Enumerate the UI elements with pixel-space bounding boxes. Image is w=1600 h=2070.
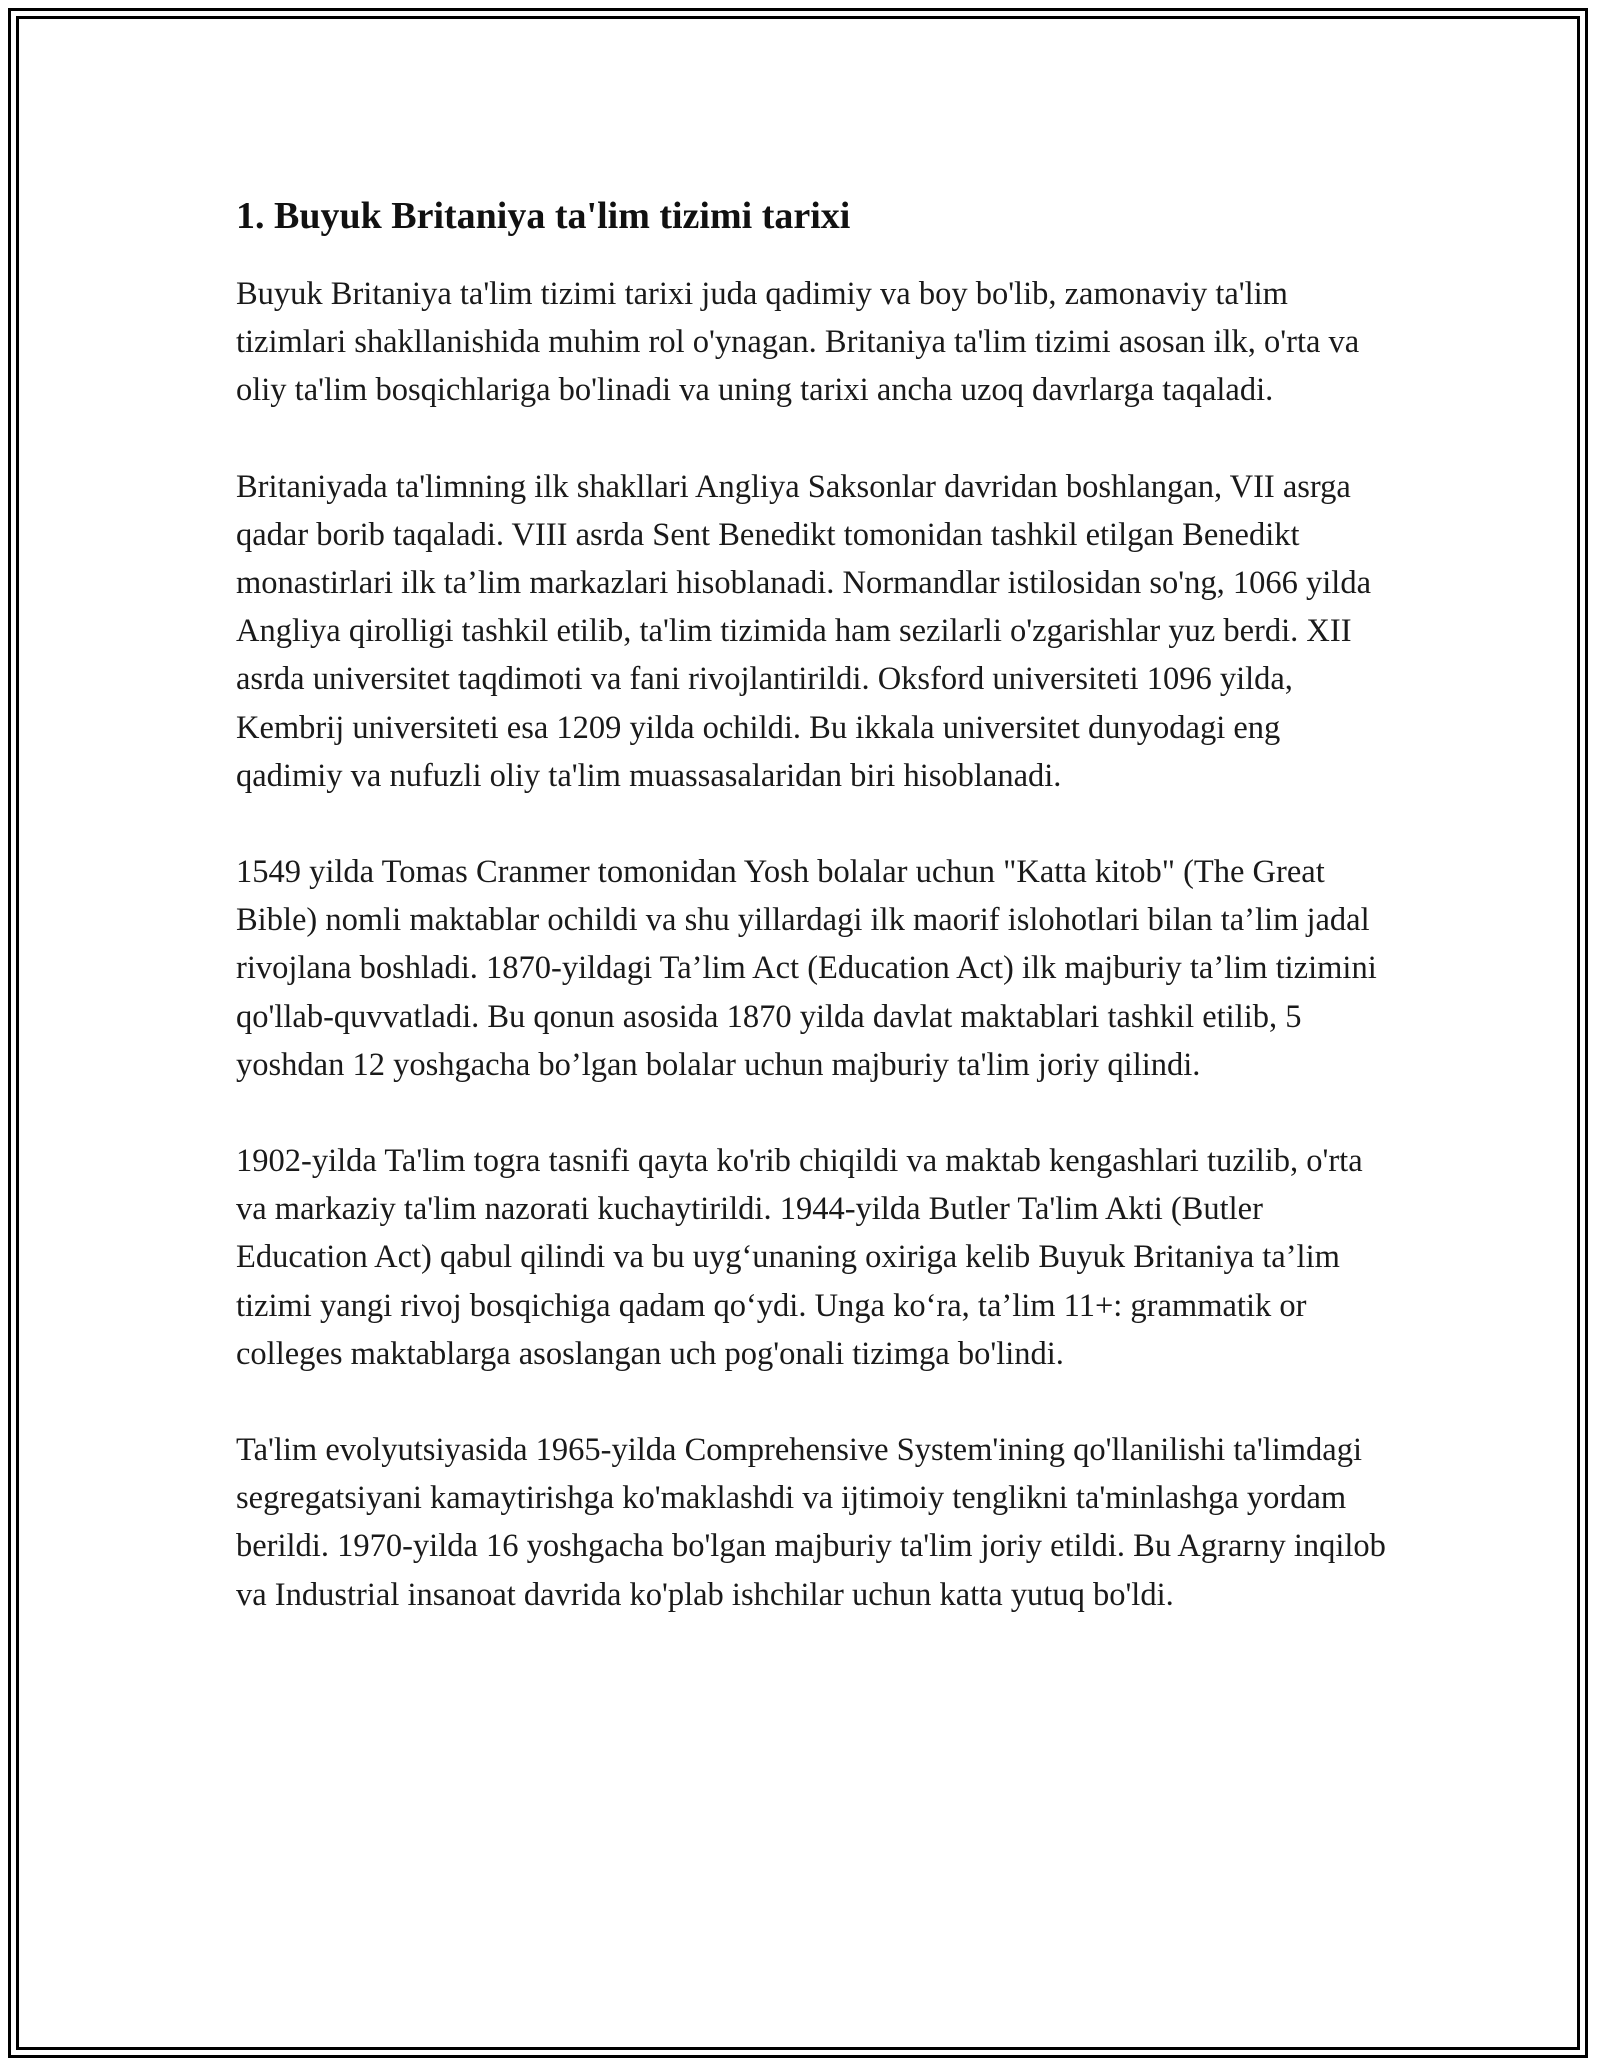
document-body — [236, 188, 1386, 1667]
paragraph-early-history: Britaniyada ta'limning ilk shakllari Angliya Saksonlar davridan boshlangan, VII asrga qadar borib taqaladi. VIII asrda Sent Benedikt tomonidan tashkil etilgan Benedikt monastirlari ilk ta’lim markazlari hisoblanadi. Normandlar istilosidan so'ng, 1066 yilda Angliya qirolligi tashkil etilib, ta'lim tizimida ham sezilarli o'zgarishlar yuz berdi. XII asrda universitet taqdimoti va fani rivojlantirildi. Oksford universiteti 1096 yilda, Kembrij universiteti esa 1209 yilda ochildi. Bu ikkala universitet dunyodagi eng qadimiy va nufuzli oliy ta'lim muassasalaridan biri hisoblanadi. — [236, 468, 1371, 794]
paragraph-reforms-1902-1944: 1902-yilda Ta'lim togra tasnifi qayta ko'rib chiqildi va maktab kengashlari tuzilib, o'rta va markaziy ta'lim nazorati kuchaytirildi. 1944-yilda Butler Ta'lim Akti (Butler Education Act) qabul qilindi va bu uyg‘unaning oxiriga kelib Buyuk Britaniya ta’lim tizimi yangi rivoj bosqichiga qadam qo‘ydi. Unga ko‘ra, ta’lim 11+: grammatik or colleges maktablarga asoslangan uch pog'onali tizimga bo'lindi. — [236, 1143, 1363, 1372]
paragraph-intro: Buyuk Britaniya ta'lim tizimi tarixi juda qadimiy va boy bo'lib, zamonaviy ta'lim tizimlari shakllanishida muhim rol o'ynagan. Britaniya ta'lim tizimi asosan ilk, o'rta va oliy ta'lim bosqichlariga bo'linadi va uning tarixi ancha uzoq davrlarga taqaladi. — [236, 276, 1360, 409]
section-heading: 1. Buyuk Britaniya ta'lim tizimi tarixi — [236, 195, 851, 237]
paragraph-evolution-1965-1970: Ta'lim evolyutsiyasida 1965-yilda Comprehensive System'ining qo'llanilishi ta'limdagi segregatsiyani kamaytirishga ko'maklashdi va ijtimoiy tenglikni ta'minlashga yordam berildi. 1970-yilda 16 yoshgacha bo'lgan majburiy ta'lim joriy etildi. Bu Agrarny inqilob va Industrial insanoat davrida ko'plab ishchilar uchun katta yutuq bo'ldi. — [236, 1432, 1386, 1613]
paragraph-reforms-1549-1870: 1549 yilda Tomas Cranmer tomonidan Yosh bolalar uchun "Katta kitob" (The Great Bible) nomli maktablar ochildi va shu yillardagi ilk maorif islohotlari bilan ta’lim jadal rivojlana boshladi. 1870-yildagi Ta’lim Act (Education Act) ilk majburiy ta’lim tizimini qo'llab-quvvatladi. Bu qonun asosida 1870 yilda davlat maktablari tashkil etilib, 5 yoshdan 12 yoshgacha bo’lgan bolalar uchun majburiy ta'lim joriy qilindi. — [236, 854, 1377, 1083]
